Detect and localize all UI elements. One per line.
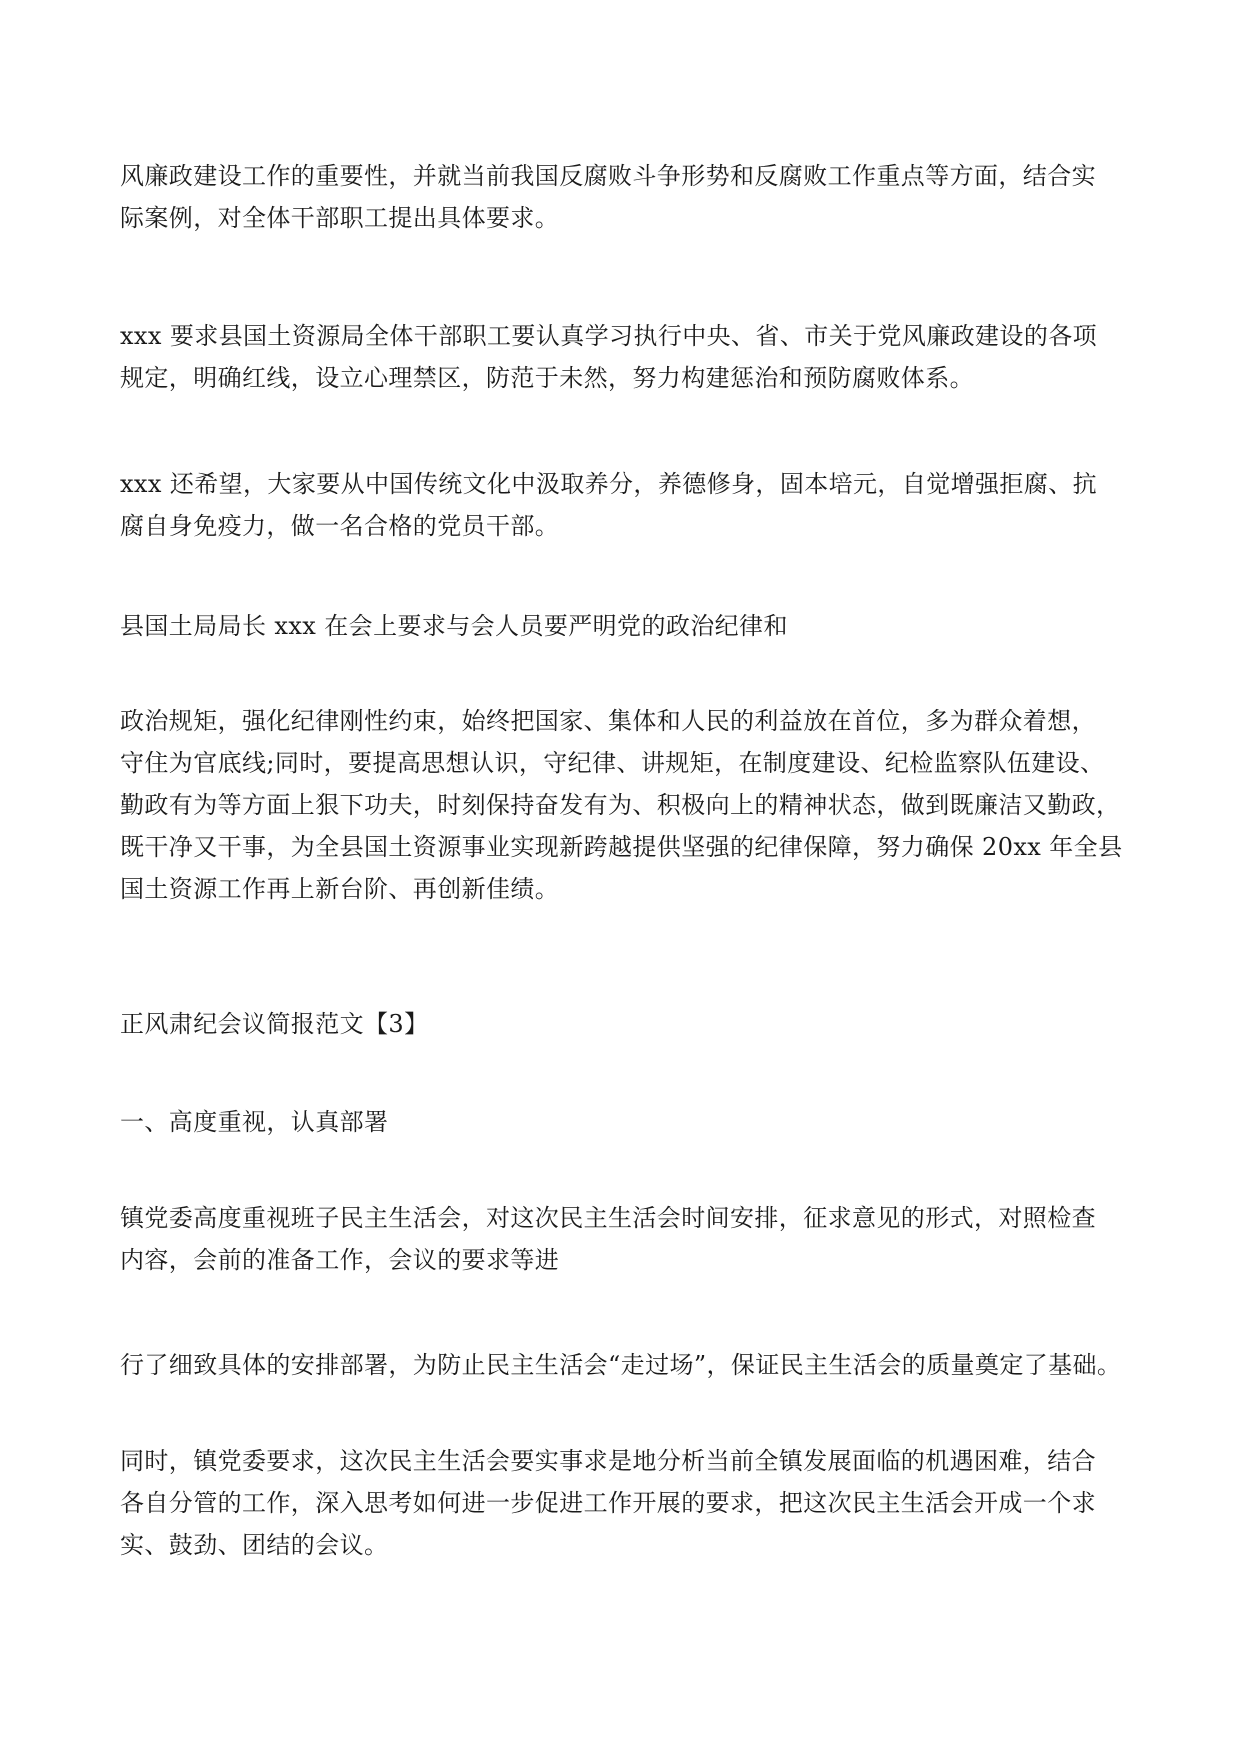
- paragraph-10: [120, 1440, 1120, 1566]
- paragraph-2: [120, 315, 1120, 399]
- paragraph-4: [120, 605, 1120, 647]
- text-line: 县国土局局长 xxx 在会上要求与会人员要严明党的政治纪律和: [120, 612, 788, 640]
- text-line: 守住为官底线;同时，要提高思想认识，守纪律、讲规矩，在制度建设、纪检监察队伍建设、: [120, 749, 1105, 777]
- text-line: 既干净又干事，为全县国土资源事业实现新跨越提供坚强的纪律保障，努力确保 20xx 年全县: [120, 833, 1123, 861]
- text-line: 内容，会前的准备工作，会议的要求等进: [120, 1246, 560, 1274]
- paragraph-1: [120, 155, 1120, 239]
- subheading: [120, 1101, 1120, 1143]
- text-line: 腐自身免疫力，做一名合格的党员干部。: [120, 512, 560, 540]
- text-line: 风廉政建设工作的重要性，并就当前我国反腐败斗争形势和反腐败工作重点等方面，结合实: [120, 162, 1096, 190]
- text-line: 同时，镇党委要求，这次民主生活会要实事求是地分析当前全镇发展面临的机遇困难，结合: [120, 1447, 1096, 1475]
- text-line: 各自分管的工作，深入思考如何进一步促进工作开展的要求，把这次民主生活会开成一个求: [120, 1489, 1096, 1517]
- text-line: 正风肃纪会议简报范文【3】: [120, 1010, 429, 1038]
- text-line: xxx 还希望，大家要从中国传统文化中汲取养分，养德修身，固本培元，自觉增强拒腐、抗: [120, 470, 1098, 498]
- text-line: 实、鼓劲、团结的会议。: [120, 1531, 389, 1559]
- text-line: xxx 要求县国土资源局全体干部职工要认真学习执行中央、省、市关于党风廉政建设的各项: [120, 322, 1098, 350]
- text-line: 政治规矩，强化纪律刚性约束，始终把国家、集体和人民的利益放在首位，多为群众着想，: [120, 707, 1096, 735]
- text-line: 国土资源工作再上新台阶、再创新佳绩。: [120, 875, 560, 903]
- paragraph-5: [120, 700, 1123, 910]
- text-line: 镇党委高度重视班子民主生活会，对这次民主生活会时间安排，征求意见的形式，对照检查: [120, 1204, 1096, 1232]
- section-heading: [120, 1003, 1120, 1045]
- paragraph-9: [120, 1344, 1120, 1386]
- text-line: 勤政有为等方面上狠下功夫，时刻保持奋发有为、积极向上的精神状态，做到既廉洁又勤政，: [120, 791, 1121, 819]
- text-line: 行了细致具体的安排部署，为防止民主生活会“走过场”，保证民主生活会的质量奠定了基础。: [120, 1351, 1122, 1379]
- text-line: 规定，明确红线，设立心理禁区，防范于未然，努力构建惩治和预防腐败体系。: [120, 364, 974, 392]
- paragraph-3: [120, 463, 1120, 547]
- text-line: 际案例，对全体干部职工提出具体要求。: [120, 204, 560, 232]
- paragraph-8: [120, 1197, 1120, 1281]
- text-line: 一、高度重视，认真部署: [120, 1108, 389, 1136]
